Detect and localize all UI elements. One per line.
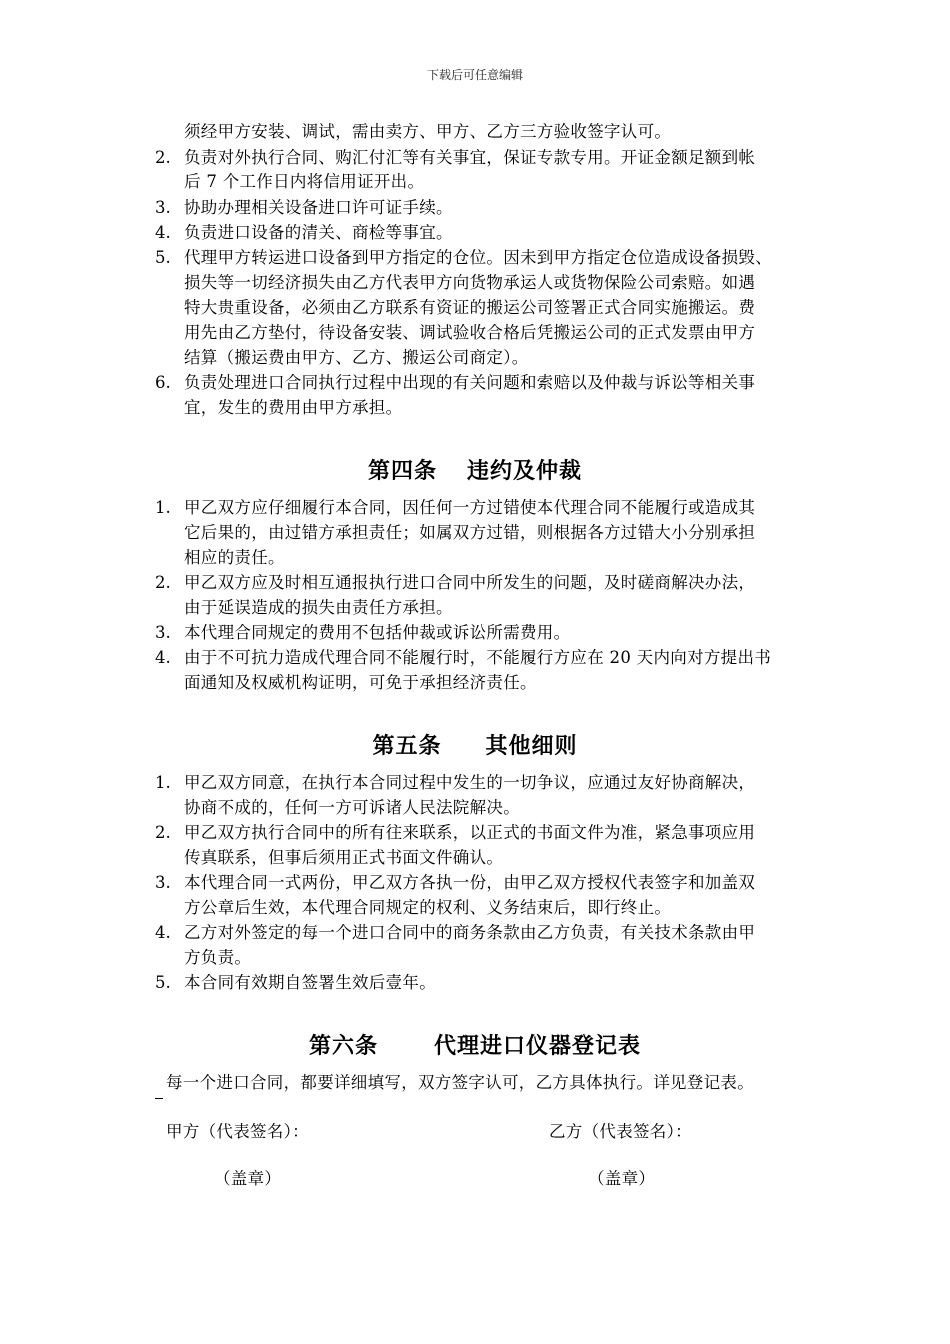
item-number: 5. — [155, 248, 171, 267]
item-line: 甲乙双方执行合同中的所有往来联系，以正式的书面文件为准，紧急事项应用 — [184, 823, 756, 842]
item-line: 负责进口设备的清关、商检等事宜。 — [184, 223, 453, 242]
item-line: 方负责。 — [184, 948, 252, 967]
item-line: 用先由乙方垫付，待设备安装、调试验收合格后凭搬运公司的正式发票由甲方 — [184, 323, 756, 342]
item-number: 3. — [155, 623, 171, 642]
section-text: 每一个进口合同，都要详细填写，双方签字认可，乙方具体执行。详见登记表。 — [166, 1073, 754, 1092]
item-number: 1. — [155, 773, 171, 792]
item-line: 乙方对外签定的每一个进口合同中的商务条款由乙方负责，有关技术条款由甲 — [184, 923, 756, 942]
section-number: 第四条 — [367, 459, 437, 484]
item-line: 甲乙双方应仔细履行本合同，因任何一方过错使本代理合同不能履行或造成其 — [184, 498, 756, 517]
item-line: 由于延误造成的损失由责任方承担。 — [184, 598, 453, 617]
item-line: 后 7 个工作日内将信用证开出。 — [184, 172, 425, 191]
item-line: 本代理合同一式两份，甲乙双方各执一份，由甲乙双方授权代表签字和加盖双 — [184, 873, 756, 892]
section-number: 第五条 — [372, 734, 442, 759]
party-a-signature-label: 甲方（代表签名）： — [166, 1122, 309, 1141]
item-line: 负责处理进口合同执行过程中出现的有关问题和索赔以及仲裁与诉讼等相关事 — [184, 373, 756, 392]
item-number: 4. — [155, 223, 171, 242]
item-number: 4. — [155, 648, 171, 667]
item-line: 传真联系，但事后须用正式书面文件确认。 — [184, 848, 504, 867]
item-number: 5. — [155, 973, 171, 992]
page-header: 下载后可任意编辑 — [426, 68, 523, 82]
item-line: 负责对外执行合同、购汇付汇等有关事宜，保证专款专用。开证金额足额到帐 — [184, 148, 756, 167]
item-line: 它后果的，由过错方承担责任；如属双方过错，则根据各方过错大小分别承担 — [184, 523, 756, 542]
item-number: 2. — [155, 823, 171, 842]
item-line: 本合同有效期自签署生效后壹年。 — [184, 973, 436, 992]
item-number: 2. — [155, 573, 171, 592]
divider-mark — [155, 1098, 163, 1099]
party-a-seal-label: （盖章） — [214, 1169, 282, 1188]
item-number: 1. — [155, 498, 171, 517]
party-b-signature-label: 乙方（代表签名）： — [549, 1122, 692, 1141]
item-line: 由于不可抗力造成代理合同不能履行时，不能履行方应在 20 天内向对方提出书 — [184, 648, 772, 667]
section-number: 第六条 — [308, 1034, 378, 1059]
item-line: 损失等一切经济损失由乙方代表甲方向货物承运人或货物保险公司索赔。如遇 — [184, 273, 756, 292]
item-number: 6. — [155, 373, 171, 392]
item-line: 甲乙双方同意，在执行本合同过程中发生的一切争议，应通过友好协商解决， — [184, 773, 756, 792]
party-b-seal-label: （盖章） — [588, 1169, 656, 1188]
item-line: 甲乙双方应及时相互通报执行进口合同中所发生的问题，及时磋商解决办法， — [184, 573, 756, 592]
item-number: 3. — [155, 198, 171, 217]
section-title: 代理进口仪器登记表 — [434, 1034, 642, 1059]
section-heading — [0, 454, 950, 485]
item-line: 协商不成的，任何一方可诉诸人民法院解决。 — [184, 798, 520, 817]
item-number: 4. — [155, 923, 171, 942]
clause-continuation-line: 须经甲方安装、调试，需由卖方、甲方、乙方三方验收签字认可。 — [184, 122, 672, 141]
item-number: 2. — [155, 148, 171, 167]
section-heading — [0, 1029, 950, 1060]
section-heading — [0, 729, 950, 760]
item-line: 方公章后生效，本代理合同规定的权利、义务结束后，即行终止。 — [184, 898, 672, 917]
item-line: 宜，发生的费用由甲方承担。 — [184, 398, 403, 417]
item-line: 特大贵重设备，必须由乙方联系有资证的搬运公司签署正式合同实施搬运。费 — [184, 298, 756, 317]
item-number: 3. — [155, 873, 171, 892]
section-title: 违约及仲裁 — [467, 459, 583, 484]
section-title: 其他细则 — [485, 734, 578, 759]
item-line: 协助办理相关设备进口许可证手续。 — [184, 198, 453, 217]
item-line: 结算（搬运费由甲方、乙方、搬运公司商定）。 — [184, 348, 529, 367]
item-line: 代理甲方转运进口设备到甲方指定的仓位。因未到甲方指定仓位造成设备损毁、 — [184, 248, 772, 267]
item-line: 相应的责任。 — [184, 548, 285, 567]
item-line: 本代理合同规定的费用不包括仲裁或诉讼所需费用。 — [184, 623, 571, 642]
item-line: 面通知及权威机构证明，可免于承担经济责任。 — [184, 673, 537, 692]
